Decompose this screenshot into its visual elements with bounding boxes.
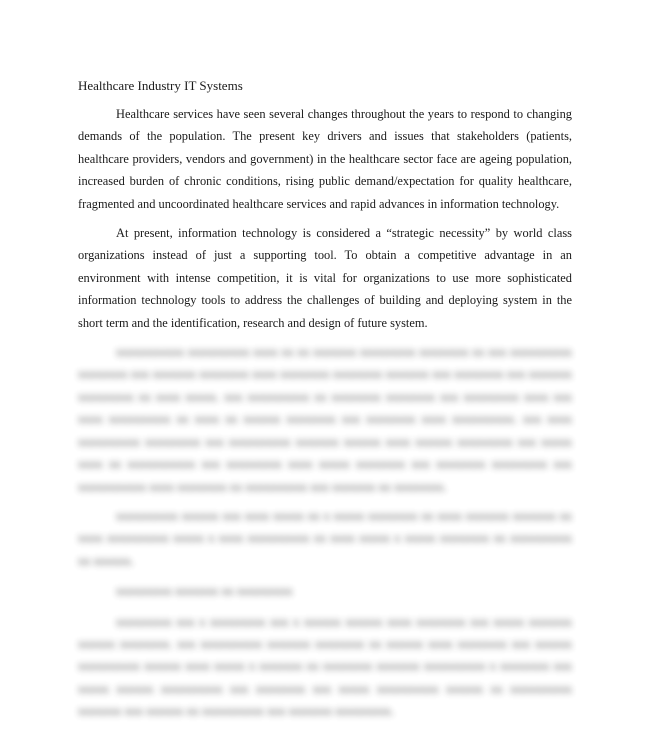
blurred-paragraph: xxxxxxxxxx xxxxxx xxx xxxx xxxxx xx x xxxxx xxxxxxxx xx xxxx xxxxxxx xxxxxxx xx xxxx xxxxxxxxxx xxxxx x xxxx xxxxxxxxxx xx xxxx xxxxx x xxxxx xxxxxxxx xx xxxxxxxxxx xx xxxxxx. xyxy=(78,508,572,568)
blurred-paragraph: xxxxxxxxx xxx x xxxxxxxxx xxx x xxxxxx xxxxxx xxxx xxxxxxxx xxx xxxxx xxxxxxx xxxxxx xxxxxxxx. xxx xxxxxxxxxx xxxxxxx xxxxxxxx xx xxxxxx xxxx xxxxxxxx xxx xxxxxx xxxxxxxxxx xxxxxx xxxx xxxxx x xxxxxxx xx xxxxxxxx xxxxxxx xxxxxxxxxx x xxxxxxxx xxx xxxxx xxxxxx xxxxxxxxxx xxx xxxxxxxx xxx xxxxx xxxxxxxxxx xxxxxx xx xxxxxxxxxx xxxxxxx xxx xxxxxx xx xxxxxxxxxx xxx xxxxxxx xxxxxxxxx. xyxy=(78,614,572,719)
blurred-preview-content xyxy=(78,341,572,723)
document-title: Healthcare Industry IT Systems xyxy=(78,78,243,93)
paragraph-2: At present, information technology is considered a “strategic necessity” by world class organizations instead of just a supporting tool. To obtain a competitive advantage in an environment with intense competition, it is vital for organizations to use more sophisticated information technology tools to address the challenges of building and deploying system in the short term and the identification, research and design of future system. xyxy=(78,226,572,330)
paragraph-1: Healthcare services have seen several changes throughout the years to respond to changing demands of the population. The present key drivers and issues that stakeholders (patients, healthcare providers, vendors and government) in the healthcare sector face are ageing population, increased burden of chronic conditions, rising public demand/expectation for quality healthcare, fragmented and uncoordinated healthcare services and rapid advances in information technology. xyxy=(78,107,572,211)
blurred-paragraph: xxxxxxxxxxx xxxxxxxxxx xxxx xx xx xxxxxxx xxxxxxxxx xxxxxxxx xx xxx xxxxxxxxxx xxxxxxxx xxx xxxxxxx xxxxxxxx xxxx xxxxxxxx xxxxxxxx xxxxxxx xxx xxxxxxxx xxx xxxxxxx xxxxxxxxx xx xxxx xxxxx. xxx xxxxxxxxxx xx xxxxxxxx xxxxxxxx xxx xxxxxxxxx xxxx xxx xxxx xxxxxxxxxx xx xxxx xx xxxxxx xxxxxxxx xxx xxxxxxxx xxxx xxxxxxxxxx. xxx xxxx xxxxxxxxxx xxxxxxxxx xxx xxxxxxxxxx xxxxxxx xxxxxx xxxx xxxxxx xxxxxxxxx xxx xxxxx xxxx xx xxxxxxxxxxx xxx xxxxxxxxx xxxx xxxxx xxxxxxxx xxx xxxxxxxx xxxxxxxxx xxx xxxxxxxxxxx xxxx xxxxxxxx xx xxxxxxxxxx xxx xxxxxxx xx xxxxxxxx. xyxy=(78,345,572,494)
blurred-heading: xxxxxxxxx xxxxxxx xx xxxxxxxxx xyxy=(116,584,293,599)
